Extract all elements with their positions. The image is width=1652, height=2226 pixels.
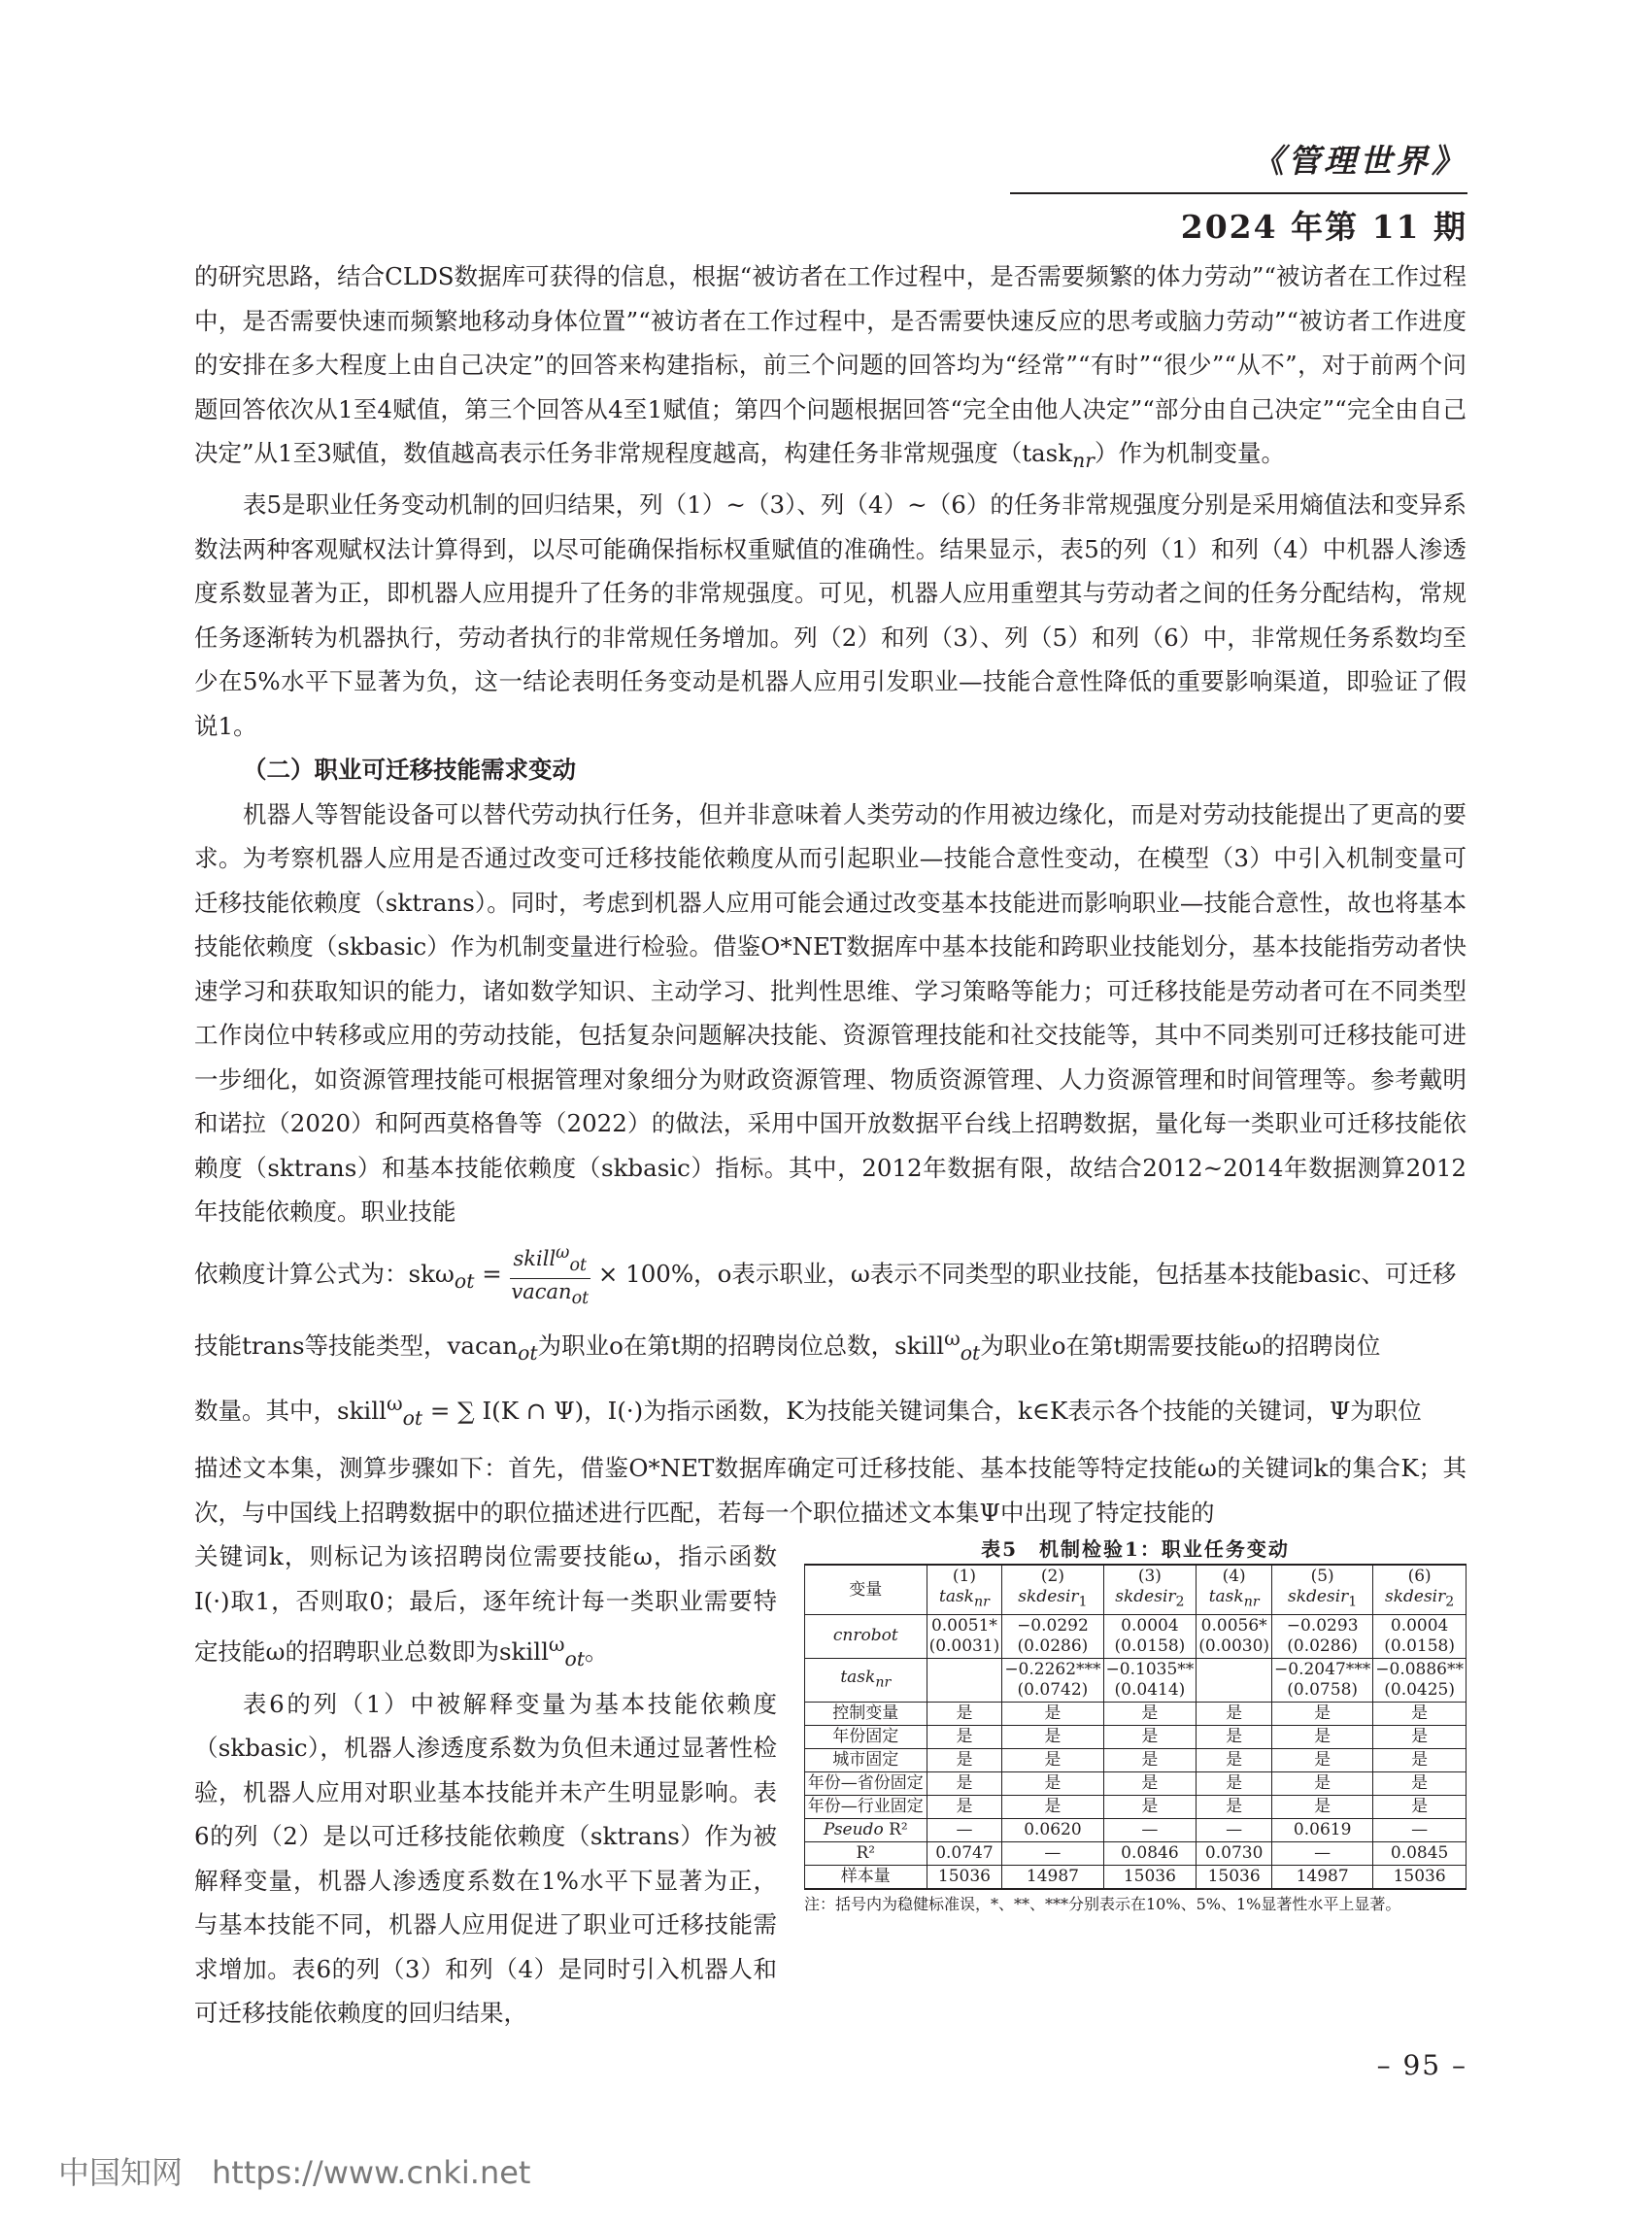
cell: 15036 bbox=[1197, 1865, 1272, 1889]
cell: — bbox=[1103, 1818, 1197, 1841]
cell: 0.0619 bbox=[1272, 1818, 1373, 1841]
cell: 是 bbox=[1103, 1795, 1197, 1818]
cell: 是 bbox=[1197, 1748, 1272, 1771]
cell: 是 bbox=[1002, 1702, 1103, 1725]
cell: 是 bbox=[1197, 1771, 1272, 1795]
row-label: Pseudo R² bbox=[805, 1818, 927, 1841]
paragraph-2: 表5是职业任务变动机制的回归结果，列（1）~（3）、列（4）~（6）的任务非常规强度分别是采用熵值法和变异系数法两种客观赋权法计算得到，以尽可能确保指标权重赋值的准确性。结果显示，表5的列（1）和列（4）中机器人渗透度系数显著为正，即机器人应用提升了任务的非常规强度。可见，机器人应用重塑其与劳动者之间的任务分配结构，常规任务逐渐转为机器执行，劳动者执行的非常规任务增加。列（2）和列（3）、列（5）和列（6）中，非常规任务系数均至少在5%水平下显著为负，这一结论表明任务变动是机器人应用引发职业—技能合意性降低的重要影响渠道，即验证了假说1。 bbox=[194, 490, 1467, 740]
table-row-city-fe bbox=[805, 1748, 1467, 1771]
cell: 14987 bbox=[1002, 1865, 1103, 1889]
header-col-1: (1) task$_{nr}$ bbox=[927, 1565, 1002, 1614]
cell: 是 bbox=[927, 1771, 1002, 1795]
cell: 15036 bbox=[1103, 1865, 1197, 1889]
cell: 是 bbox=[1272, 1748, 1373, 1771]
header-col-6: (6) skdesir$_2$ bbox=[1373, 1565, 1467, 1614]
table-row-year-province-fe bbox=[805, 1771, 1467, 1795]
cell: 是 bbox=[1272, 1795, 1373, 1818]
cell bbox=[927, 1658, 1002, 1702]
row-label: 年份—行业固定 bbox=[805, 1795, 927, 1818]
cell: 是 bbox=[1002, 1725, 1103, 1748]
cell: 0.0846 bbox=[1103, 1841, 1197, 1865]
cell: 是 bbox=[1002, 1771, 1103, 1795]
cell: 是 bbox=[1197, 1725, 1272, 1748]
cell: −0.0293 (0.0286) bbox=[1272, 1614, 1373, 1658]
page-number: – 95 – bbox=[1376, 2049, 1467, 2081]
cell bbox=[1197, 1658, 1272, 1702]
table-row-year-industry-fe bbox=[805, 1795, 1467, 1818]
table-row-pseudo-r2 bbox=[805, 1818, 1467, 1841]
header-col-3: (3) skdesir$_2$ bbox=[1103, 1565, 1197, 1614]
cell: 0.0051* (0.0031) bbox=[927, 1614, 1002, 1658]
cell: 是 bbox=[1373, 1748, 1467, 1771]
cell: 是 bbox=[1272, 1702, 1373, 1725]
journal-title: 《管理世界》 bbox=[1252, 142, 1467, 180]
cell: — bbox=[1197, 1818, 1272, 1841]
cell: 15036 bbox=[1373, 1865, 1467, 1889]
regression-table bbox=[804, 1564, 1467, 1889]
table-row-year-fe bbox=[805, 1725, 1467, 1748]
section-heading: （二）职业可迁移技能需求变动 bbox=[243, 756, 576, 785]
header-col-2: (2) skdesir$_1$ bbox=[1002, 1565, 1103, 1614]
row-label: 样本量 bbox=[805, 1865, 927, 1889]
header-col-5: (5) skdesir$_1$ bbox=[1272, 1565, 1373, 1614]
table-note: 注：括号内为稳健标准误，*、**、***分别表示在10%、5%、1%显著性水平上显著。 bbox=[804, 1894, 1401, 1913]
paragraph-3: 机器人等智能设备可以替代劳动执行任务，但并非意味着人类劳动的作用被边缘化，而是对劳动技能提出了更高的要求。为考察机器人应用是否通过改变可迁移技能依赖度从而引起职业—技能合意性变动，在模型（3）中引入机制变量可迁移技能依赖度（sktrans）。同时，考虑到机器人应用可能会通过改变基本技能进而影响职业—技能合意性，故也将基本技能依赖度（skbasic）作为机制变量进行检验。借鉴O*NET数据库中基本技能和跨职业技能划分，基本技能指劳动者快速学习和获取知识的能力，诸如数学知识、主动学习、批判性思维、学习策略等能力；可迁移技能是劳动者可在不同类型工作岗位中转移或应用的劳动技能，包括复杂问题解决技能、资源管理技能和社交技能等，其中不同类别可迁移技能可进一步细化，如资源管理技能可根据管理对象细分为财政资源管理、物质资源管理、人力资源管理和时间管理等。参考戴明和诺拉（2020）和阿西莫格鲁等（2022）的做法，采用中国开放数据平台线上招聘数据，量化每一类职业可迁移技能依赖度（sktrans）和基本技能依赖度（skbasic）指标。其中，2012年数据有限，故结合2012~2014年数据测算2012年技能依赖度。职业技能 bbox=[194, 799, 1467, 1227]
cell: — bbox=[1373, 1818, 1467, 1841]
row-label: 年份固定 bbox=[805, 1725, 927, 1748]
cell: 是 bbox=[1197, 1795, 1272, 1818]
cell: −0.0886** (0.0425) bbox=[1373, 1658, 1467, 1702]
cell: 0.0730 bbox=[1197, 1841, 1272, 1865]
cell: 是 bbox=[1002, 1795, 1103, 1818]
cell: 是 bbox=[927, 1748, 1002, 1771]
paragraph-8: 表6的列（1）中被解释变量为基本技能依赖度（skbasic），机器人渗透度系数为负但未通过显著性检验，机器人应用对职业基本技能并未产生明显影响。表6的列（2）是以可迁移技能依赖度（sktrans）作为被解释变量，机器人渗透度系数在1%水平下显著为正，与基本技能不同，机器人应用促进了职业可迁移技能需求增加。表6的列（3）和列（4）是同时引入机器人和可迁移技能依赖度的回归结果， bbox=[194, 1689, 777, 2028]
cell: 是 bbox=[1103, 1702, 1197, 1725]
cell: 0.0845 bbox=[1373, 1841, 1467, 1865]
table-caption: 表5 机制检验1：职业任务变动 bbox=[981, 1537, 1290, 1562]
cell: 是 bbox=[1002, 1748, 1103, 1771]
cell: 是 bbox=[927, 1725, 1002, 1748]
table-row-n bbox=[805, 1865, 1467, 1889]
cell: 是 bbox=[1373, 1795, 1467, 1818]
paragraph-1: 的研究思路，结合CLDS数据库可获得的信息，根据“被访者在工作过程中，是否需要频繁的体力劳动”“被访者在工作过程中，是否需要快速而频繁地移动身体位置”“被访者在工作过程中，是否需要快速反应的思考或脑力劳动”“被访者工作进度的安排在多大程度上由自己决定”的回答来构建指标，前三个问题的回答均为“经常”“有时”“很少”“从不”，对于前两个问题回答依次从1至4赋值，第三个回答从4至1赋值；第四个问题根据回答“完全由他人决定”“部分由自己决定”“完全由自己决定”从1至3赋值，数值越高表示任务非常规程度越高，构建任务非常规强度（task$_{nr}$）作为机制变量。 bbox=[194, 262, 1467, 472]
row-label: 年份—省份固定 bbox=[805, 1771, 927, 1795]
cell: 是 bbox=[1373, 1771, 1467, 1795]
watermark bbox=[58, 2148, 559, 2193]
cell: 是 bbox=[1373, 1725, 1467, 1748]
table-5 bbox=[804, 1535, 1467, 1914]
cell: 是 bbox=[1272, 1771, 1373, 1795]
left-column bbox=[194, 1535, 777, 2036]
paragraph-6: 描述文本集，测算步骤如下：首先，借鉴O*NET数据库确定可迁移技能、基本技能等特定技能ω的关键词k的集合K；其次，与中国线上招聘数据中的职位描述进行匹配，若每一个职位描述文本集Ψ中出现了特定技能的 bbox=[194, 1454, 1467, 1527]
cell: 是 bbox=[1103, 1725, 1197, 1748]
formula-paragraph: 依赖度计算公式为：skω$_{ot}$ = skill$^\omega_{ot}$ vacan$_{ot}$ × 100%，o表示职业，ω表示不同类型的职业技能，包括基本技能basic、可迁移 bbox=[194, 1240, 1467, 1311]
cell: 是 bbox=[1373, 1702, 1467, 1725]
table-header-row bbox=[805, 1565, 1467, 1614]
cell: 0.0056* (0.0030) bbox=[1197, 1614, 1272, 1658]
cell: −0.1035** (0.0414) bbox=[1103, 1658, 1197, 1702]
cell: 是 bbox=[927, 1702, 1002, 1725]
cell: 是 bbox=[1197, 1702, 1272, 1725]
table-row-cnrobot bbox=[805, 1614, 1467, 1658]
header-rule bbox=[1010, 192, 1467, 194]
article-body bbox=[194, 254, 1467, 2036]
cell: −0.2047*** (0.0758) bbox=[1272, 1658, 1373, 1702]
fraction: skill$^\omega_{ot}$ vacan$_{ot}$ bbox=[510, 1240, 591, 1311]
watermark-url[interactable]: https://www.cnki.net bbox=[212, 2154, 531, 2191]
cell: 是 bbox=[1103, 1748, 1197, 1771]
row-label: 城市固定 bbox=[805, 1748, 927, 1771]
cell: −0.2262*** (0.0742) bbox=[1002, 1658, 1103, 1702]
cell: — bbox=[1272, 1841, 1373, 1865]
cell: — bbox=[927, 1818, 1002, 1841]
cell: 14987 bbox=[1272, 1865, 1373, 1889]
row-label: 控制变量 bbox=[805, 1702, 927, 1725]
paragraph-7: 关键词k，则标记为该招聘岗位需要技能ω，指示函数I(·)取1，否则取0；最后，逐年统计每一类职业需要特定技能ω的招聘职业总数即为skill$^\omega_{ot}$。 bbox=[194, 1542, 777, 1671]
cell: 0.0620 bbox=[1002, 1818, 1103, 1841]
header-col-4: (4) task$_{nr}$ bbox=[1197, 1565, 1272, 1614]
row-label: cnrobot bbox=[805, 1614, 927, 1658]
paragraph-4: 技能trans等技能类型，vacan$_{ot}$为职业o在第t期的招聘岗位总数，skill$^\omega_{ot}$为职业o在第t期需要技能ω的招聘岗位 bbox=[194, 1327, 1381, 1366]
two-column-region bbox=[194, 1535, 1467, 2036]
cell: 是 bbox=[1103, 1771, 1197, 1795]
table-row-tasknr bbox=[805, 1658, 1467, 1702]
cell: 是 bbox=[1272, 1725, 1373, 1748]
header-variable: 变量 bbox=[805, 1565, 927, 1614]
issue-label: 2024 年第 11 期 bbox=[1180, 208, 1467, 246]
watermark-site: 中国知网 bbox=[58, 2154, 184, 2191]
table-row-r2 bbox=[805, 1841, 1467, 1865]
cell: 0.0004 (0.0158) bbox=[1373, 1614, 1467, 1658]
cell: — bbox=[1002, 1841, 1103, 1865]
paragraph-5: 数量。其中，skill$^\omega_{ot}$ = ∑ I(K ∩ Ψ)，I(·)为指示函数，K为技能关键词集合，k∈K表示各个技能的关键词，Ψ为职位 bbox=[194, 1391, 1422, 1430]
cell: −0.0292 (0.0286) bbox=[1002, 1614, 1103, 1658]
table-row-controls bbox=[805, 1702, 1467, 1725]
cell: 0.0004 (0.0158) bbox=[1103, 1614, 1197, 1658]
row-label: R² bbox=[805, 1841, 927, 1865]
cell: 是 bbox=[927, 1795, 1002, 1818]
cell: 0.0747 bbox=[927, 1841, 1002, 1865]
cell: 15036 bbox=[927, 1865, 1002, 1889]
row-label: task$_{nr}$ bbox=[805, 1658, 927, 1702]
